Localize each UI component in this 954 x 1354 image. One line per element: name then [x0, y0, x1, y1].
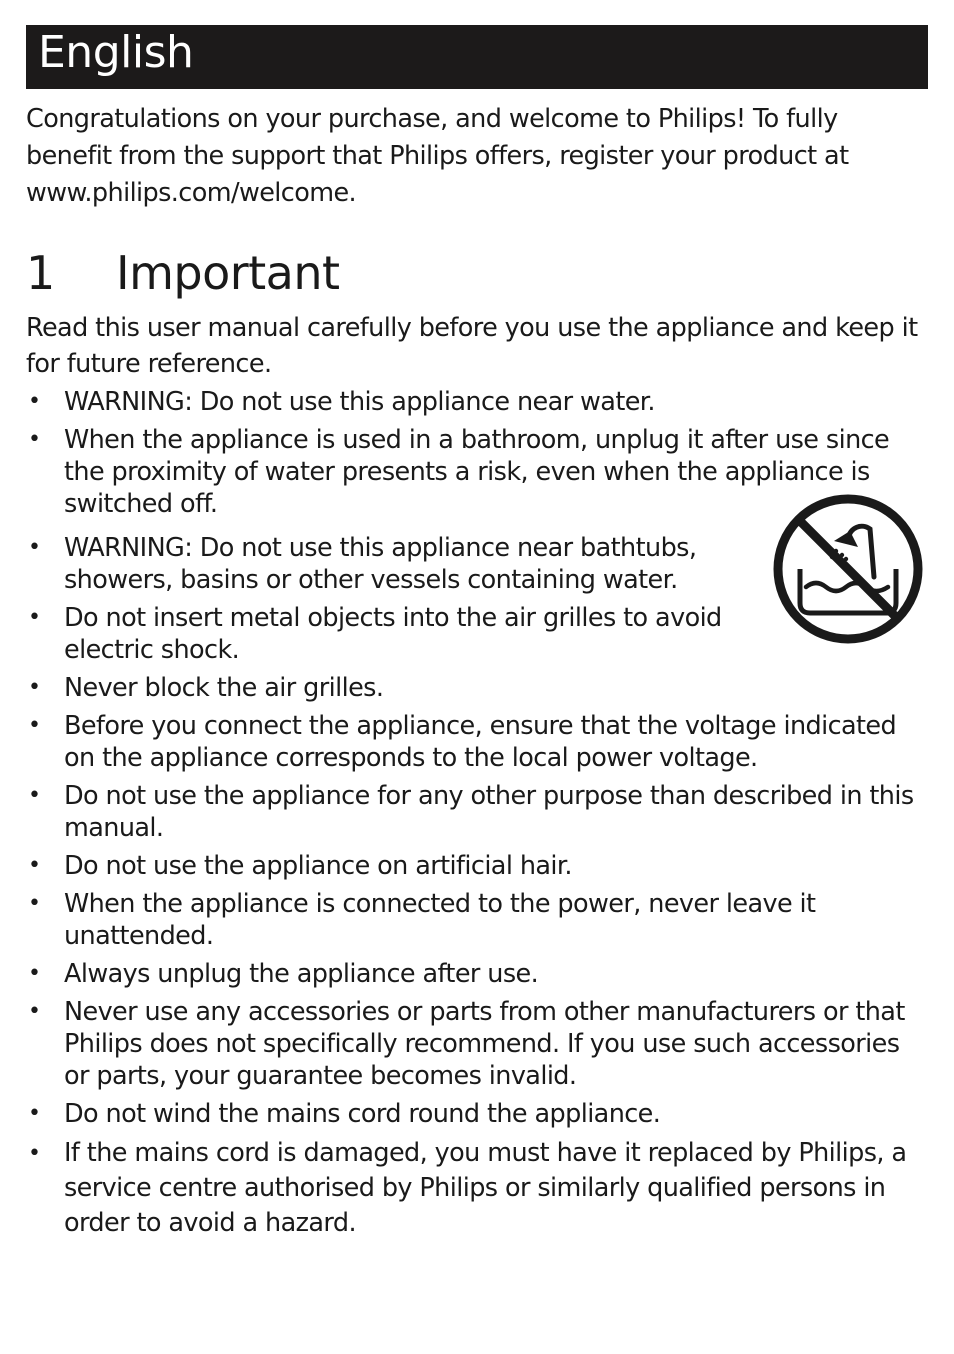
intro-paragraph: Congratulations on your purchase, and welcome to Philips! To fully benefit from the support that Philips offers, register your product at www.philips.com/welcome. — [26, 104, 849, 208]
no-water-near-bath-icon — [770, 491, 926, 647]
list-item — [26, 780, 928, 844]
bullet: • — [28, 1141, 41, 1166]
bullet: • — [28, 891, 41, 916]
list-item — [26, 1098, 928, 1130]
list-item — [26, 710, 928, 774]
list-item-text: Do not use the appliance for any other purpose than described in this manual. — [64, 781, 914, 843]
list-item — [26, 672, 928, 704]
section-heading — [26, 244, 928, 302]
list-item-text: Never use any accessories or parts from other manufacturers or that Philips does not specifically recommend. If you use such accessories or parts, your guarantee becomes invalid. — [64, 997, 905, 1091]
bullet: • — [28, 675, 41, 700]
bullet: • — [28, 783, 41, 808]
bullet: • — [28, 961, 41, 986]
list-item-text: If the mains cord is damaged, you must have it replaced by Philips, a service centre authorised by Philips or similarly qualified persons in order to avoid a hazard. — [64, 1138, 907, 1238]
section-lead: Read this user manual carefully before you use the appliance and keep it for future reference. — [26, 313, 918, 379]
list-item-text: Do not use the appliance on artificial hair. — [64, 851, 572, 881]
list-item-text: Before you connect the appliance, ensure that the voltage indicated on the appliance corresponds to the local power voltage. — [64, 711, 897, 773]
list-item — [26, 1136, 928, 1241]
section-number: 1 — [26, 246, 55, 300]
bullet: • — [28, 389, 41, 414]
manual-page — [26, 25, 928, 1247]
list-item-text: WARNING: Do not use this appliance near bathtubs, showers, basins or other vessels containing water. — [64, 533, 697, 595]
list-item-text: Never block the air grilles. — [64, 673, 384, 703]
bullet: • — [28, 1101, 41, 1126]
list-item — [26, 850, 928, 882]
bullet: • — [28, 853, 41, 878]
list-item-text: When the appliance is connected to the power, never leave it unattended. — [64, 889, 816, 951]
language-banner: English — [26, 25, 928, 89]
list-item — [26, 996, 928, 1092]
list-item — [26, 888, 928, 952]
list-item-text: Do not wind the mains cord round the appliance. — [64, 1099, 661, 1129]
bullet: • — [28, 605, 41, 630]
bullet: • — [28, 713, 41, 738]
section-title: Important — [116, 246, 340, 300]
bullet: • — [28, 535, 41, 560]
bullet: • — [28, 427, 41, 452]
bullet: • — [28, 999, 41, 1024]
list-item-text: Do not insert metal objects into the air grilles to avoid electric shock. — [64, 603, 722, 665]
list-item — [26, 958, 928, 990]
list-item-text: When the appliance is used in a bathroom, unplug it after use since the proximity of water presents a risk, even when the appliance is switched off. — [64, 425, 890, 519]
list-item-text: Always unplug the appliance after use. — [64, 959, 539, 989]
list-item-text: WARNING: Do not use this appliance near water. — [64, 387, 655, 417]
list-item — [26, 386, 928, 418]
